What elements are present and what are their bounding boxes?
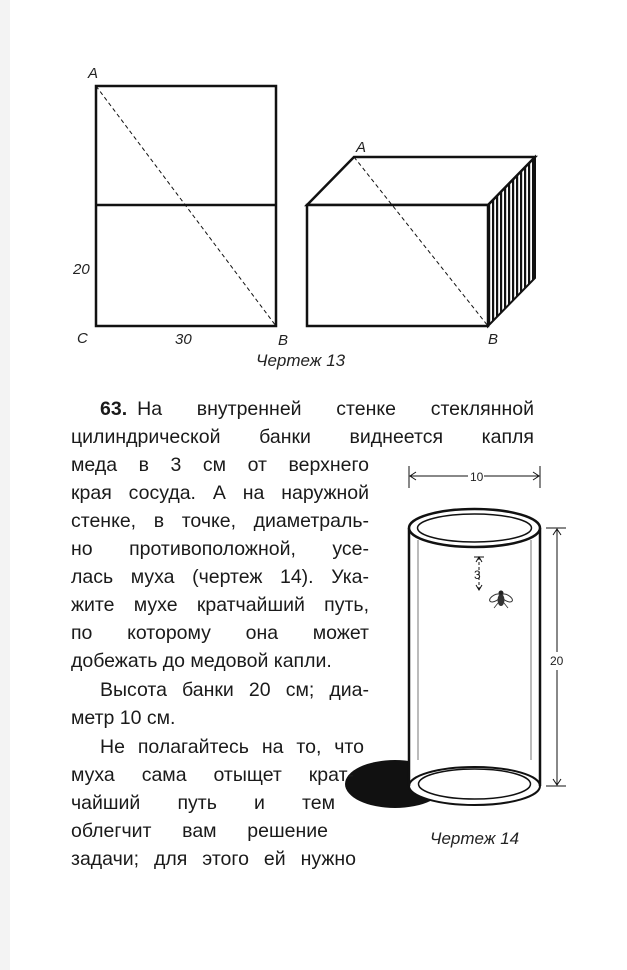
text-line: метр 10 см.	[71, 707, 176, 729]
text-line: Не полагайтесь на то, что	[100, 736, 364, 758]
dimension-30: 30	[175, 331, 192, 348]
figure13-rectangle	[72, 65, 288, 349]
text-line: жите мухе кратчайший путь,	[71, 594, 369, 616]
text-line: но противоположной, усе-	[71, 538, 369, 560]
label-b-left: B	[278, 332, 289, 349]
text-line: добежать до медовой капли.	[71, 650, 332, 672]
text-line: по которому она может	[71, 622, 369, 644]
dimension-3: 3	[474, 568, 481, 582]
text-line: 63. На внутренней стенке стеклянной	[100, 395, 534, 423]
text-line: лась муха (чертеж 14). Ука-	[71, 566, 369, 588]
figure13-caption: Чертеж 13	[256, 351, 346, 370]
text-line: муха сама отыщет крат-	[71, 764, 354, 786]
text-line: стенке, в точке, диаметраль-	[71, 510, 369, 532]
label-b-right: B	[488, 331, 499, 348]
label-a-left: A	[88, 65, 99, 82]
text-line: края сосуда. А на наружной	[71, 482, 369, 504]
text-line: облегчит вам решение	[71, 820, 328, 842]
dimension-10: 10	[470, 470, 484, 484]
figure14-jar	[345, 466, 566, 808]
dimension-20-left: 20	[73, 261, 90, 278]
dimension-20-jar: 20	[550, 654, 564, 668]
text-line: цилиндрической банки виднеется капля	[71, 426, 534, 448]
text-line: задачи; для этого ей нужно	[71, 848, 356, 870]
problem-number: 63.	[100, 398, 128, 420]
text-line: чайший путь и тем	[71, 792, 335, 814]
figure14-caption: Чертеж 14	[430, 829, 520, 848]
label-a-right: A	[356, 139, 367, 156]
text-line: меда в 3 см от верхнего	[71, 454, 369, 476]
figure13-box	[307, 139, 535, 348]
label-c: C	[77, 330, 88, 347]
text-line: Высота банки 20 см; диа-	[100, 679, 369, 701]
